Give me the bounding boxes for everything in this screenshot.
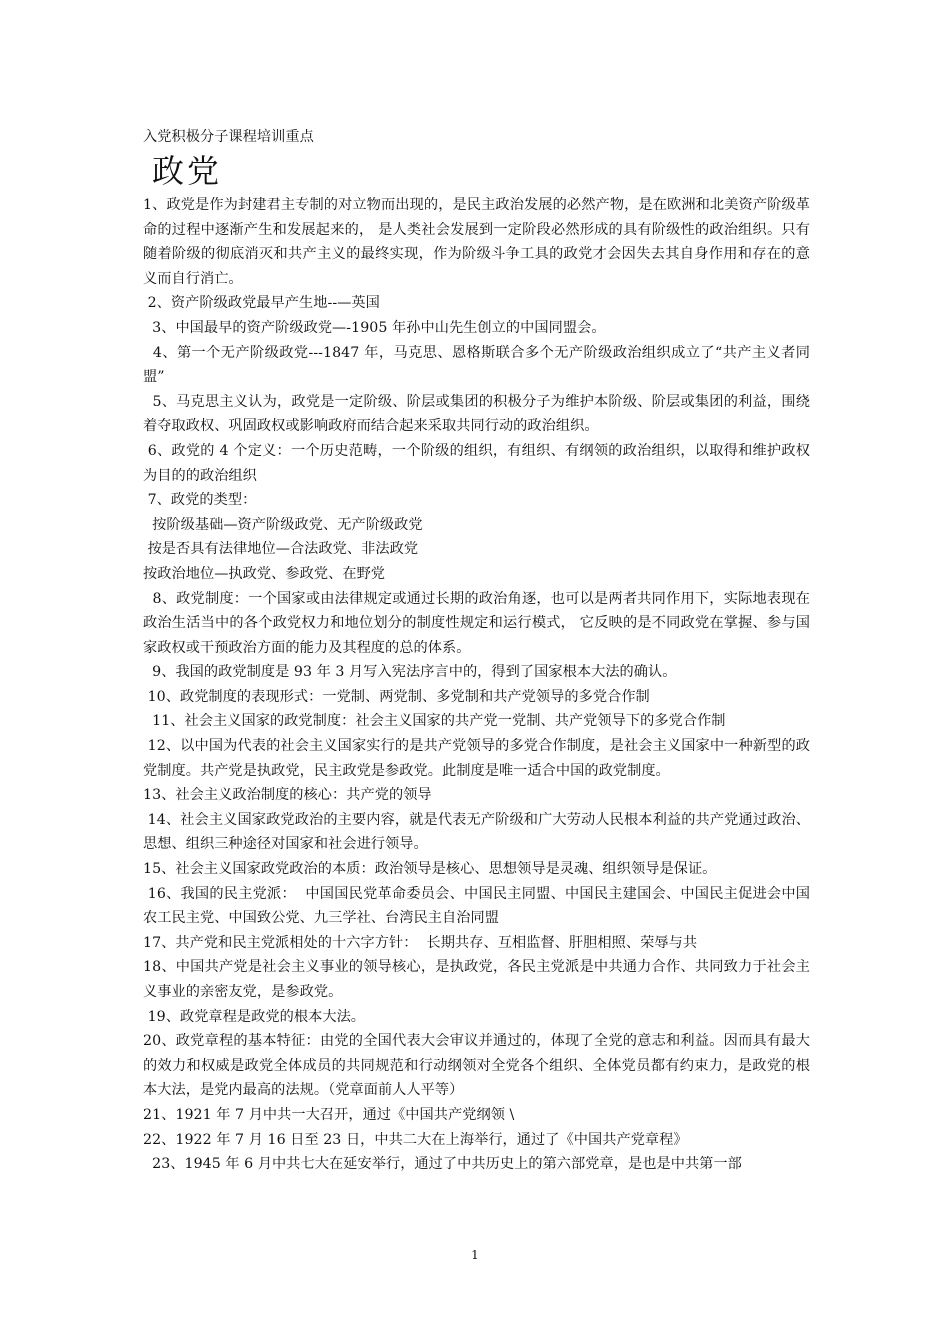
paragraph: 7、政党的类型： — [143, 492, 257, 509]
paragraph: 5、马克思主义认为，政党是一定阶级、阶层或集团的积极分子为维护本阶级、阶层或集团的利益，围绕着夺取政权、巩固政权或影响政府而结合起来采取共同行动的政治组织。 — [143, 393, 810, 435]
paragraph: 23、1945 年 6 月中共七大在延安举行，通过了中共历史上的第六部党章，是也是中共第一部 — [143, 1156, 742, 1173]
paragraph: 3、中国最早的资产阶级政党—-1905 年孙中山先生创立的中国同盟会。 — [143, 319, 606, 336]
paragraph: 11、社会主义国家的政党制度：社会主义国家的共产党一党制、共产党领导下的多党合作制 — [143, 713, 726, 730]
paragraph: 15、社会主义国家政党政治的本质：政治领导是核心、思想领导是灵魂、组织领导是保证。 — [143, 861, 717, 878]
paragraph: 9、我国的政党制度是 93 年 3 月写入宪法序言中的，得到了国家根本大法的确认。 — [143, 664, 677, 681]
document-heading: 入党积极分子课程培训重点 — [143, 129, 314, 145]
paragraph: 18、中国共产党是社会主义事业的领导核心，是执政党，各民主党派是中共通力合作、共同致力于社会主义事业的亲密友党，是参政党。 — [143, 959, 810, 1000]
paragraph: 8、政党制度：一个国家或由法律规定或通过长期的政治角逐，也可以是两者共同作用下，实际地表现在政治生活当中的各个政党权力和地位划分的制度性规定和运行模式， 它反映的是不同政党在掌握、参与国家政权或干预政治方面的能力及其程度的总的体系。 — [143, 590, 810, 656]
paragraph: 按阶级基础—资产阶级政党、无产阶级政党 — [143, 516, 423, 533]
section-title: 政党 — [152, 152, 223, 190]
paragraph: 按政治地位—执政党、参政党、在野党 — [143, 565, 386, 582]
paragraph: 21、1921 年 7 月中共一大召开，通过《中国共产党纲领 \ — [143, 1106, 515, 1123]
paragraph: 1、政党是作为封建君主专制的对立物而出现的，是民主政治发展的必然产物，是在欧洲和北美资产阶级革命的过程中逐渐产生和发展起来的， 是人类社会发展到一定阶段必然形成的具有阶级性的政治组织。只有随着阶级的彻底消灭和共产主义的最终实现，作为阶级斗争工具的政党才会因失去其自身作用和存在的意义而自行消亡。 — [143, 197, 810, 287]
paragraph: 4、第一个无产阶级政党---1847 年，马克思、恩格斯联合多个无产阶级政治组织成立了“共产主义者同盟” — [143, 344, 810, 386]
paragraph: 20、政党章程的基本特征：由党的全国代表大会审议并通过的，体现了全党的意志和利益。因而具有最大的效力和权威是政党全体成员的共同规范和行动纲领对全党各个组织、全体党员都有约束力，是政党的根本大法，是党内最高的法规。（党章面前人人平等） — [143, 1033, 810, 1099]
paragraph: 2、资产阶级政党最早产生地--—英国 — [143, 295, 380, 312]
paragraph: 17、共产党和民主党派相处的十六字方针： 长期共存、互相监督、肝胆相照、荣辱与共 — [143, 934, 698, 951]
paragraph: 按是否具有法律地位—合法政党、非法政党 — [143, 541, 419, 558]
paragraph: 16、我国的民主党派： 中国国民党革命委员会、中国民主同盟、中国民主建国会、中国民主促进会中国农工民主党、中国致公党、九三学社、台湾民主自治同盟 — [143, 885, 810, 927]
paragraph: 12、以中国为代表的社会主义国家实行的是共产党领导的多党合作制度，是社会主义国家中一种新型的政党制度。共产党是执政党，民主政党是参政党。此制度是唯一适合中国的政党制度。 — [143, 738, 810, 779]
paragraph: 13、社会主义政治制度的核心：共产党的领导 — [143, 787, 432, 804]
paragraph: 19、政党章程是政党的根本大法。 — [143, 1008, 366, 1025]
paragraph: 14、社会主义国家政党政治的主要内容，就是代表无产阶级和广大劳动人民根本利益的共产党通过政治、思想、组织三种途径对国家和社会进行领导。 — [143, 811, 810, 853]
document-body — [143, 127, 810, 1177]
paragraph: 22、1922 年 7 月 16 日至 23 日，中共二大在上海举行，通过了《中国共产党章程》 — [143, 1131, 688, 1148]
paragraph: 6、政党的 4 个定义：一个历史范畴，一个阶级的组织，有组织、有纲领的政治组织，以取得和维护政权为目的的政治组织 — [143, 442, 810, 484]
paragraph: 10、政党制度的表现形式：一党制、两党制、多党制和共产党领导的多党合作制 — [143, 688, 650, 705]
paragraph-list — [143, 193, 810, 1177]
page-number: 1 — [471, 1248, 479, 1262]
